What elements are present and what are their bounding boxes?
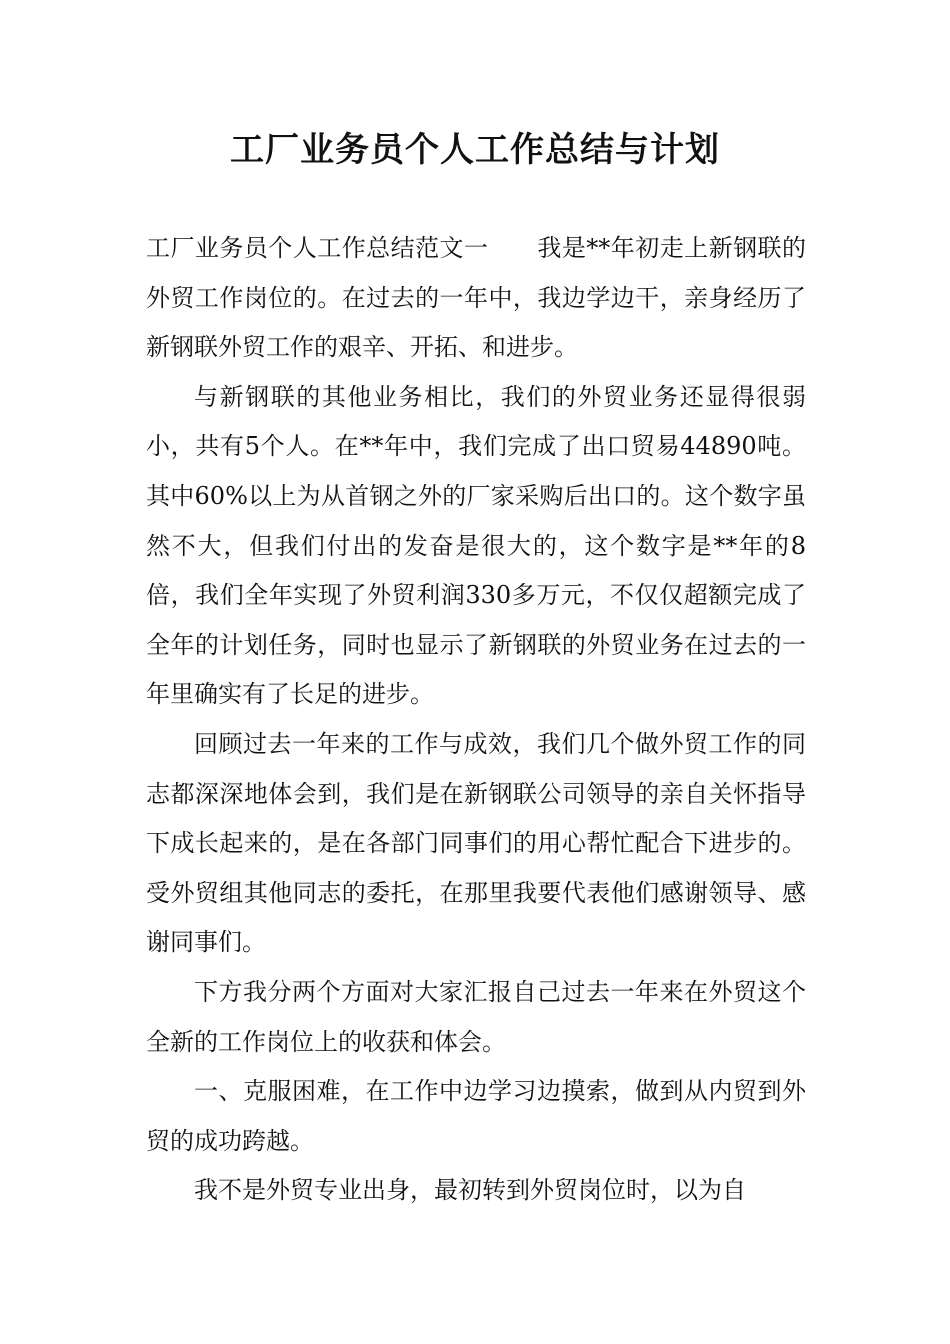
paragraph-2: 与新钢联的其他业务相比，我们的外贸业务还显得很弱小，共有5个人。在**年中，我们完成了出口贸易44890吨。其中60%以上为从首钢之外的厂家采购后出口的。这个数字虽然不大，但我们付出的发奋是很大的，这个数字是**年的8倍，我们全年实现了外贸利润330多万元，不仅仅超额完成了全年的计划任务，同时也显示了新钢联的外贸业务在过去的一年里确实有了长足的进步。 — [146, 382, 806, 709]
paragraph-6: 我不是外贸专业出身，最初转到外贸岗位时，以为自 — [194, 1176, 746, 1205]
document-body — [146, 224, 806, 1216]
paragraph-5: 一、克服困难，在工作中边学习边摸索，做到从内贸到外贸的成功跨越。 — [146, 1077, 806, 1155]
paragraph-1: 工厂业务员个人工作总结范文一 我是**年初走上新钢联的外贸工作岗位的。在过去的一年中，我边学边干，亲身经历了新钢联外贸工作的艰辛、开拓、和进步。 — [146, 234, 806, 362]
paragraph-3: 回顾过去一年来的工作与成效，我们几个做外贸工作的同志都深深地体会到，我们是在新钢联公司领导的亲自关怀指导下成长起来的，是在各部门同事们的用心帮忙配合下进步的。受外贸组其他同志的委托，在那里我要代表他们感谢领导、感谢同事们。 — [146, 729, 806, 957]
document-title: 工厂业务员个人工作总结与计划 — [230, 130, 720, 170]
paragraph-4: 下方我分两个方面对大家汇报自己过去一年来在外贸这个全新的工作岗位上的收获和体会。 — [146, 977, 806, 1056]
